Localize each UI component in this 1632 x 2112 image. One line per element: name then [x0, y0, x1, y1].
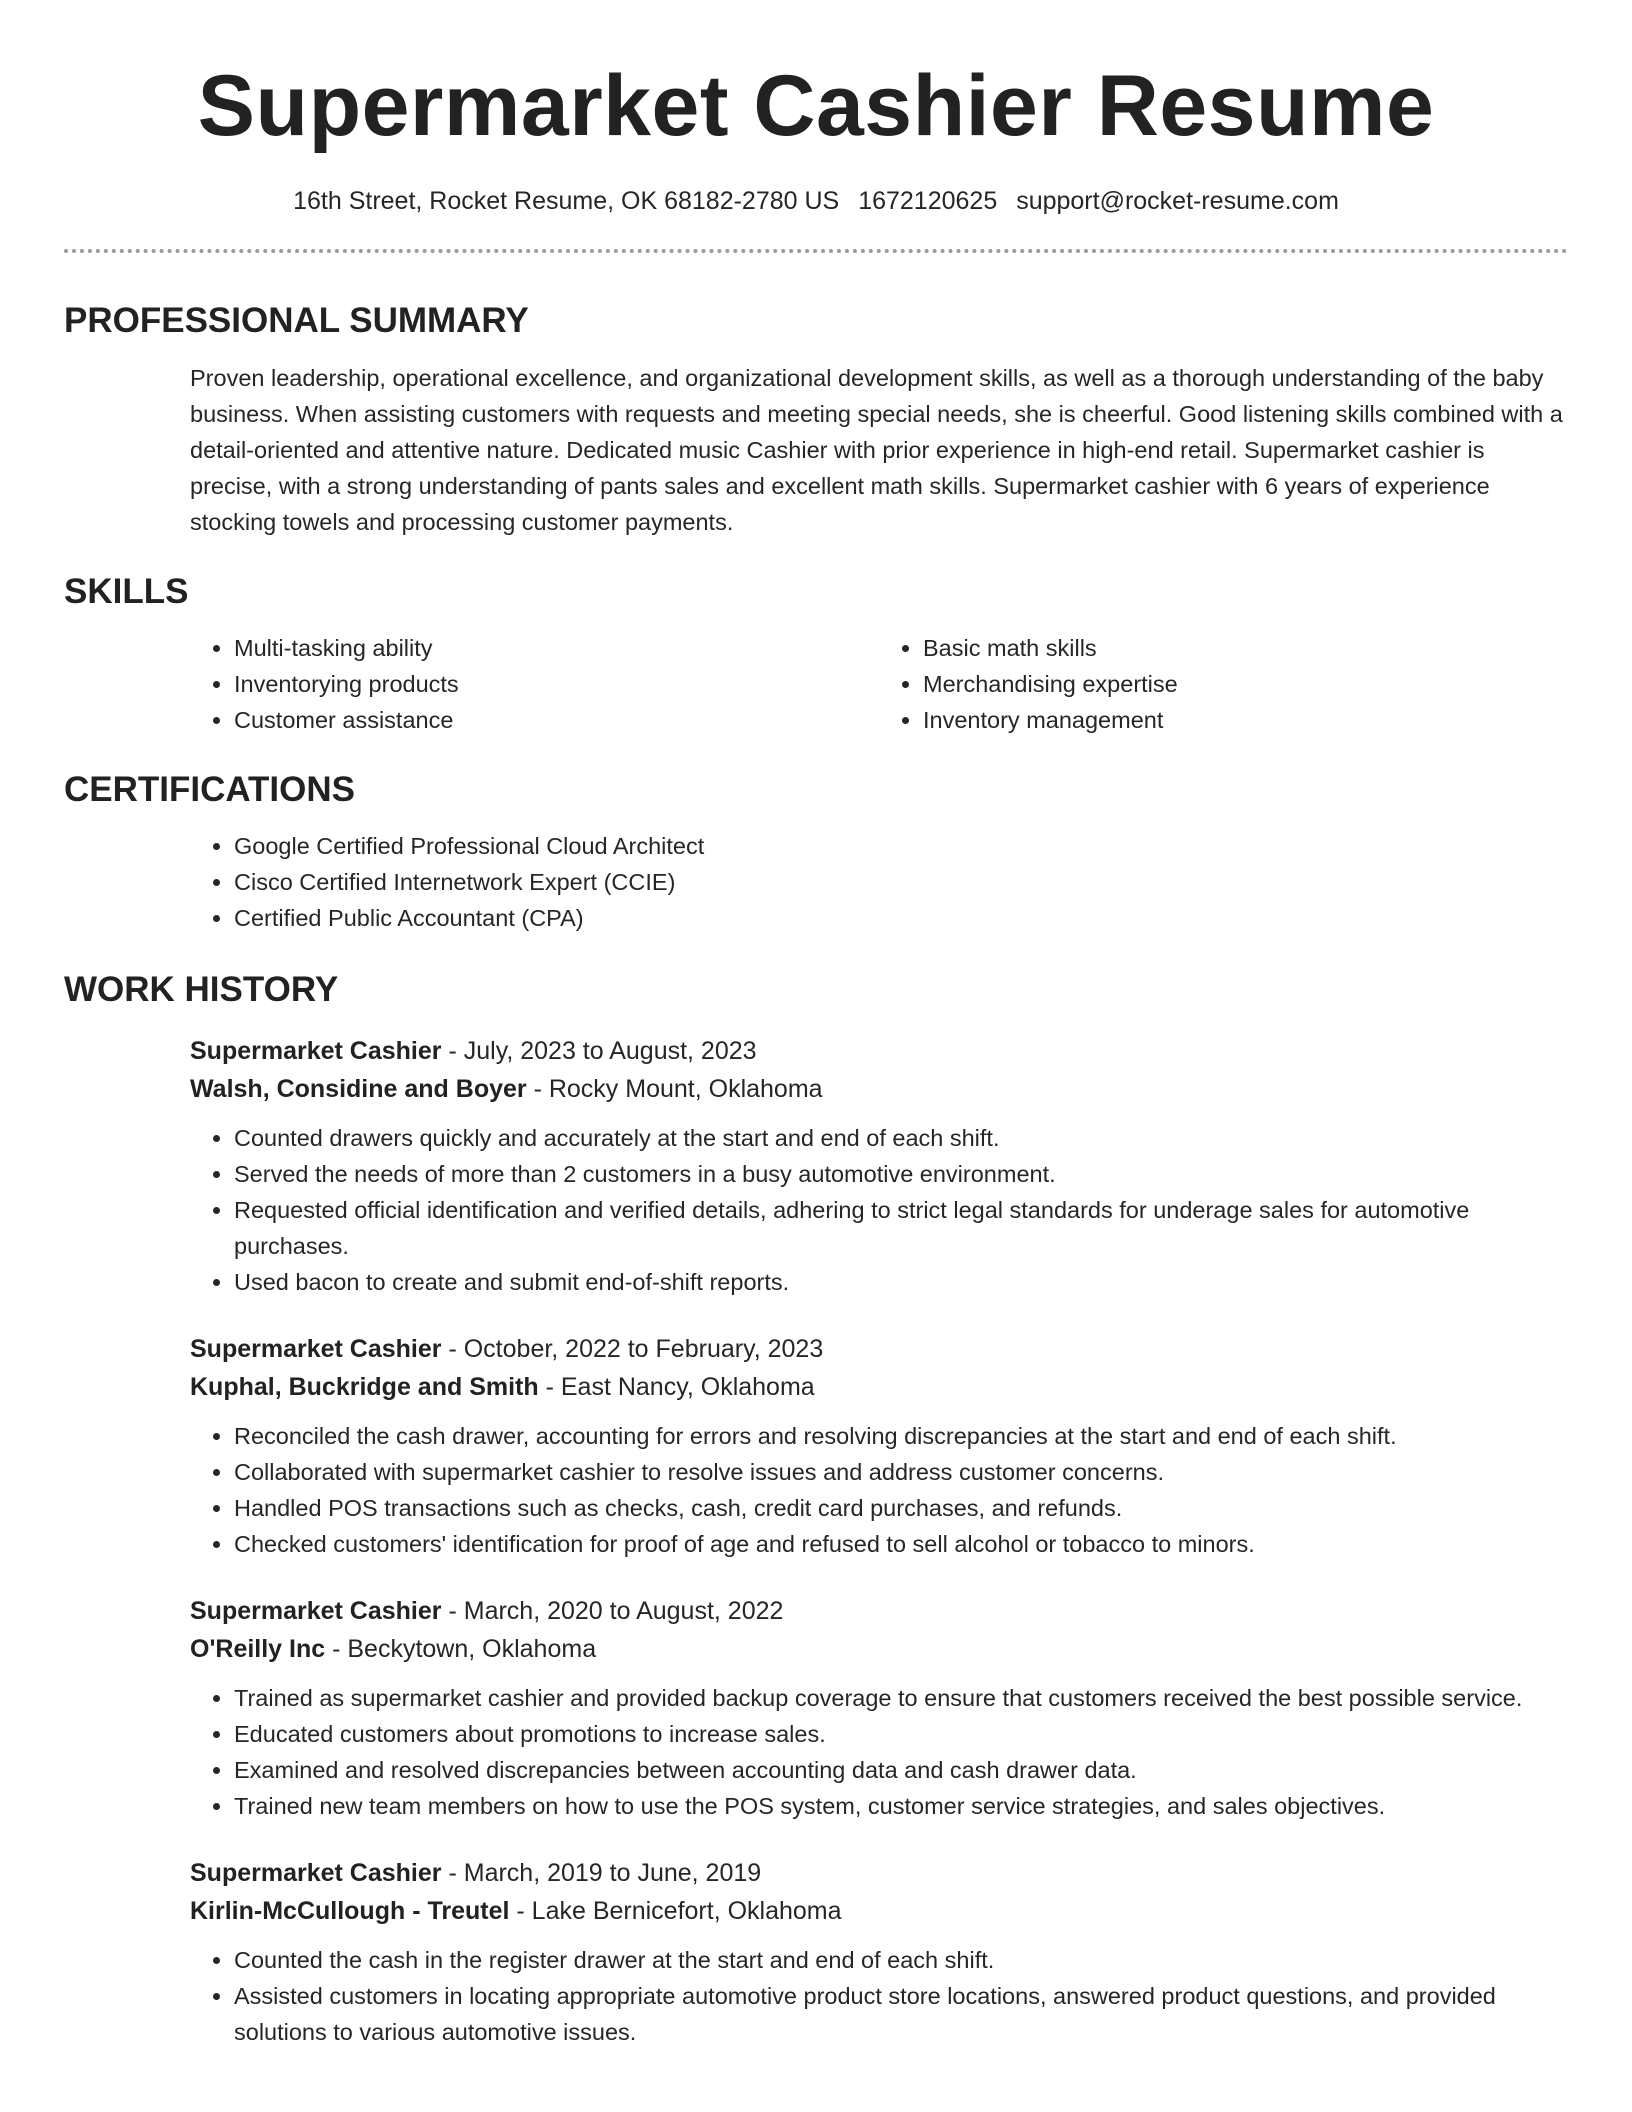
work-history-heading: WORK HISTORY	[64, 970, 339, 1009]
contact-email[interactable]: support@rocket-resume.com	[1016, 187, 1339, 215]
job-entry	[190, 1330, 1568, 1562]
job-bullet: • Handled POS transactions such as checks, cash, credit card purchases, and refunds.	[234, 1490, 1568, 1526]
job-company-line	[190, 1630, 1568, 1668]
job-title-line	[190, 1032, 1568, 1070]
job-title-line	[190, 1330, 1568, 1368]
job-bullet: • Trained as supermarket cashier and provided backup coverage to ensure that customers received the best possible service.	[234, 1680, 1568, 1716]
job-bullets	[190, 1418, 1568, 1562]
job-title: Supermarket Cashier	[190, 1597, 442, 1625]
job-bullet: • Counted drawers quickly and accurately at the start and end of each shift.	[234, 1120, 1568, 1156]
job-title: Supermarket Cashier	[190, 1335, 442, 1363]
job-bullet: • Reconciled the cash drawer, accounting for errors and resolving discrepancies at the start and end of each shift.	[234, 1418, 1568, 1454]
job-company: Kirlin-McCullough - Treutel	[190, 1897, 510, 1925]
certifications-list	[190, 828, 1568, 936]
job-bullet: • Checked customers' identification for proof of age and refused to sell alcohol or tobacco to minors.	[234, 1526, 1568, 1562]
job-bullet: • Counted the cash in the register drawer at the start and end of each shift.	[234, 1942, 1568, 1978]
job-dates: - March, 2020 to August, 2022	[448, 1597, 784, 1625]
job-location: - Lake Bernicefort, Oklahoma	[516, 1897, 842, 1925]
summary-heading: PROFESSIONAL SUMMARY	[64, 301, 529, 340]
skill-item: • Merchandising expertise	[923, 666, 1568, 702]
job-bullets	[190, 1120, 1568, 1300]
job-title: Supermarket Cashier	[190, 1037, 442, 1065]
job-company: Walsh, Considine and Boyer	[190, 1075, 527, 1103]
job-entry	[190, 1032, 1568, 1300]
skills-column-left	[190, 630, 879, 738]
job-bullet: • Used bacon to create and submit end-of-shift reports.	[234, 1264, 1568, 1300]
skill-item: • Inventorying products	[234, 666, 879, 702]
contact-phone: 1672120625	[858, 187, 998, 215]
job-dates: - October, 2022 to February, 2023	[448, 1335, 824, 1363]
certification-item: • Certified Public Accountant (CPA)	[234, 900, 1568, 936]
skills-heading: SKILLS	[64, 572, 189, 611]
job-company: Kuphal, Buckridge and Smith	[190, 1373, 539, 1401]
resume-title: Supermarket Cashier Resume	[197, 58, 1435, 154]
job-title-line	[190, 1854, 1568, 1892]
job-location: - East Nancy, Oklahoma	[545, 1373, 815, 1401]
skill-item: • Customer assistance	[234, 702, 879, 738]
job-company-line	[190, 1070, 1568, 1108]
skills-list	[190, 630, 1568, 738]
job-bullets	[190, 1680, 1568, 1824]
job-company-line	[190, 1892, 1568, 1930]
job-bullet: • Trained new team members on how to use the POS system, customer service strategies, and sales objectives.	[234, 1788, 1568, 1824]
resume-page	[64, 0, 1568, 2050]
job-company: O'Reilly Inc	[190, 1635, 326, 1663]
skill-item: • Inventory management	[923, 702, 1568, 738]
job-title: Supermarket Cashier	[190, 1859, 442, 1887]
job-dates: - July, 2023 to August, 2023	[448, 1037, 757, 1065]
job-entry	[190, 1592, 1568, 1824]
certification-item: • Cisco Certified Internetwork Expert (CCIE)	[234, 864, 1568, 900]
job-company-line	[190, 1368, 1568, 1406]
job-bullets	[190, 1942, 1568, 2050]
job-bullet: • Assisted customers in locating appropriate automotive product store locations, answered product questions, and provided solutions to various automotive issues.	[234, 1978, 1568, 2050]
certification-item: • Google Certified Professional Cloud Architect	[234, 828, 1568, 864]
certifications-heading: CERTIFICATIONS	[64, 770, 356, 809]
job-bullet: • Collaborated with supermarket cashier to resolve issues and address customer concerns.	[234, 1454, 1568, 1490]
job-bullet: • Examined and resolved discrepancies between accounting data and cash drawer data.	[234, 1752, 1568, 1788]
job-dates: - March, 2019 to June, 2019	[448, 1859, 762, 1887]
job-location: - Rocky Mount, Oklahoma	[533, 1075, 823, 1103]
job-bullet: • Served the needs of more than 2 customers in a busy automotive environment.	[234, 1156, 1568, 1192]
job-location: - Beckytown, Oklahoma	[332, 1635, 597, 1663]
job-bullet: • Educated customers about promotions to increase sales.	[234, 1716, 1568, 1752]
skill-item: • Multi-tasking ability	[234, 630, 879, 666]
skill-item: • Basic math skills	[923, 630, 1568, 666]
job-entry	[190, 1854, 1568, 2050]
contact-address: 16th Street, Rocket Resume, OK 68182-2780 US	[293, 187, 840, 215]
header-divider	[64, 249, 1568, 253]
summary-text: Proven leadership, operational excellence, and organizational development skills, as well as a thorough understanding of the baby business. When assisting customers with requests and meeting special needs, she is cheerful. Good listening skills combined with a detail-oriented and attentive nature. Dedicated music Cashier with prior experience in high-end retail. Supermarket cashier is precise, with a strong understanding of pants sales and excellent math skills. Supermarket cashier with 6 years of experience stocking towels and processing customer payments.	[190, 365, 1563, 535]
skills-column-right	[879, 630, 1568, 738]
contact-line	[64, 184, 1568, 218]
job-title-line	[190, 1592, 1568, 1630]
job-bullet: • Requested official identification and verified details, adhering to strict legal standards for underage sales for automotive purchases.	[234, 1192, 1568, 1264]
